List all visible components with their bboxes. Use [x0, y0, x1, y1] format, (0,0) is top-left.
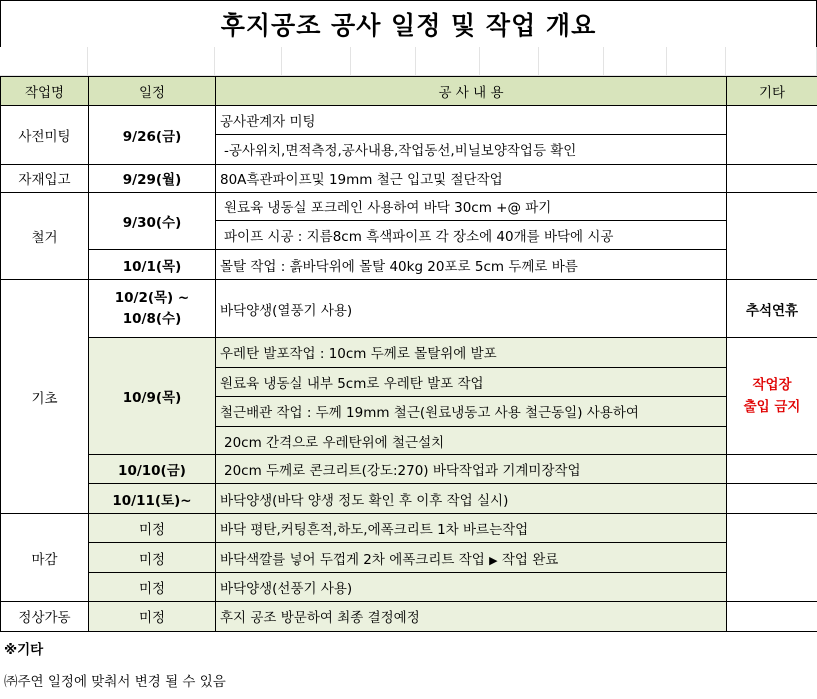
table-row	[1, 250, 817, 280]
date-demolition-2: 10/1(목)	[89, 250, 216, 280]
content-line: 20cm 간격으로 우레탄위에 철근설치	[216, 426, 727, 455]
header-task: 작업명	[1, 77, 89, 106]
header-row	[1, 77, 817, 106]
other-cell	[727, 484, 817, 514]
table-row	[1, 192, 817, 221]
content-line: 바닥양생(선풍기 사용)	[216, 573, 727, 602]
content-text: 바닥색깔를 넣어 두껍게 2차 에폭크리트 작업	[220, 551, 485, 568]
play-arrow-icon: ▶	[489, 553, 498, 567]
content-line: 원료육 냉동실 내부 5cm로 우레탄 발포 작업	[216, 367, 727, 396]
schedule-table	[0, 76, 817, 632]
date-foundation-1	[89, 280, 216, 338]
table-row	[1, 543, 817, 573]
content-line: 우레탄 발포작업 : 10cm 두께로 몰탈위에 발포	[216, 337, 727, 367]
header-schedule: 일정	[89, 77, 216, 106]
date-operation: 미정	[89, 601, 216, 631]
other-cell	[727, 192, 817, 280]
other-cell	[727, 105, 817, 164]
table-row	[1, 514, 817, 543]
content-line: 철근배관 작업 : 두께 19mm 철근(원료냉동고 사용 철근동일) 사용하여	[216, 396, 727, 426]
table-row	[1, 484, 817, 514]
date-finish-2: 미정	[89, 543, 216, 573]
complete-text: 작업 완료	[501, 551, 559, 568]
spacer-row	[0, 47, 817, 76]
note-detail: ㈜주연 일정에 맞춰서 변경 될 수 있음	[4, 674, 226, 690]
other-holiday: 추석연휴	[727, 280, 817, 338]
task-finish: 마감	[1, 514, 89, 602]
date-material: 9/29(월)	[89, 164, 216, 192]
table-row	[1, 337, 817, 367]
alert-line: 출입 금지	[743, 399, 801, 416]
date-finish-3: 미정	[89, 573, 216, 602]
content-line: 바닥양생(열풍기 사용)	[216, 280, 727, 338]
date-foundation-3: 10/10(금)	[89, 455, 216, 484]
date-demolition-1: 9/30(수)	[89, 192, 216, 250]
content-line: -공사위치,면적측정,공사내용,작업동선,비닐보양작업등 확인	[216, 134, 727, 164]
task-material: 자재입고	[1, 164, 89, 192]
document-title: 후지공조 공사 일정 및 작업 개요	[0, 0, 817, 47]
alert-line: 작업장	[752, 377, 792, 394]
content-line: 파이프 시공 : 지름8cm 흑색파이프 각 장소에 40개를 바닥에 시공	[216, 221, 727, 250]
content-line: 몰탈 작업 : 흙바닥위에 몰탈 40kg 20포로 5cm 두께로 바름	[216, 250, 727, 280]
other-cell	[727, 601, 817, 631]
task-demolition: 철거	[1, 192, 89, 280]
header-other: 기타	[727, 77, 817, 106]
other-cell	[727, 164, 817, 192]
table-row	[1, 280, 817, 338]
content-line: 공사관계자 미팅	[216, 105, 727, 134]
date-foundation-4: 10/11(토)~	[89, 484, 216, 514]
content-line: 바닥 평탄,커팅흔적,하도,에폭크리트 1차 바르는작업	[216, 514, 727, 543]
content-line: 원료육 냉동실 포크레인 사용하여 바닥 30cm +@ 파기	[216, 192, 727, 221]
other-cell	[727, 455, 817, 484]
table-row	[1, 601, 817, 631]
date-line: 10/2(목) ~	[114, 289, 190, 306]
task-foundation: 기초	[1, 280, 89, 514]
header-content: 공 사 내 용	[216, 77, 727, 106]
table-row	[1, 164, 817, 192]
content-line: 80A흑관파이프및 19mm 철근 입고및 절단작업	[216, 164, 727, 192]
content-line-with-arrow	[216, 543, 727, 573]
other-no-entry	[727, 337, 817, 455]
task-operation: 정상가동	[1, 601, 89, 631]
table-row	[1, 455, 817, 484]
content-line: 20cm 두께로 콘크리트(강도:270) 바닥작업과 기계미장작업	[216, 455, 727, 484]
date-line: 10/8(수)	[122, 310, 182, 327]
date-meeting: 9/26(금)	[89, 105, 216, 164]
content-line: 바닥양생(바닥 양생 정도 확인 후 이후 작업 실시)	[216, 484, 727, 514]
note-heading: ※기타	[4, 642, 44, 658]
task-meeting: 사전미팅	[1, 105, 89, 164]
content-line: 후지 공조 방문하여 최종 결정예정	[216, 601, 727, 631]
date-foundation-2: 10/9(목)	[89, 337, 216, 455]
other-cell	[727, 514, 817, 602]
table-row	[1, 573, 817, 602]
date-finish-1: 미정	[89, 514, 216, 543]
table-row	[1, 105, 817, 134]
